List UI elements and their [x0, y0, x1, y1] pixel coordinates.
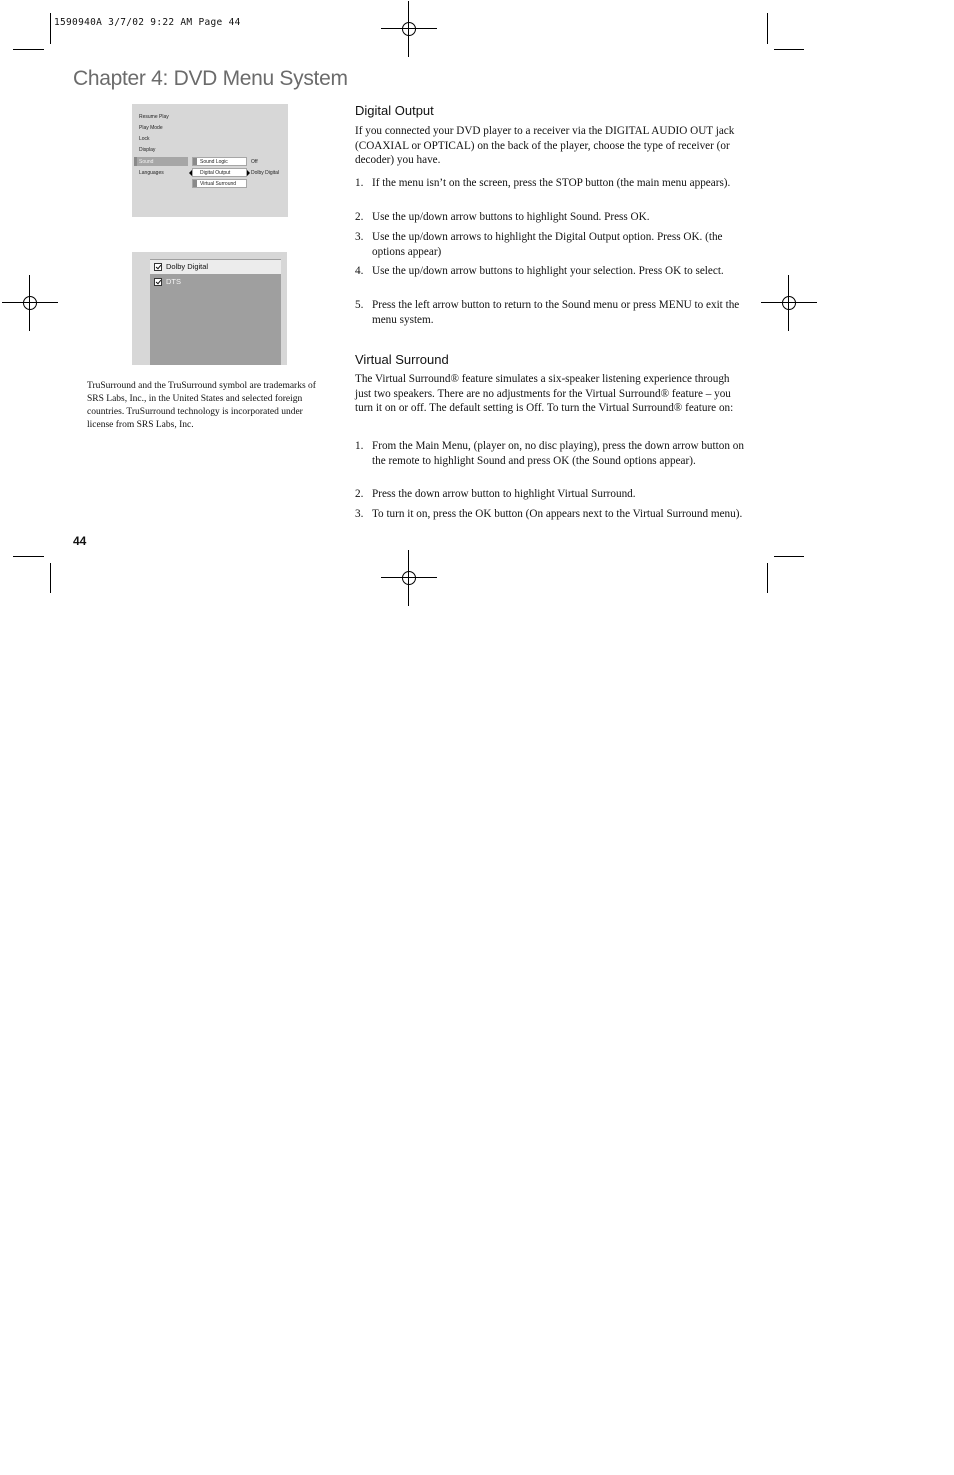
menu-item: Resume Play	[139, 114, 169, 120]
trademark-caption: TruSurround and the TruSurround symbol are trademarks of SRS Labs, Inc., in the United States and selected foreign countries. TruSurround technology is incorporated under license from SRS Labs, Inc.	[87, 381, 316, 430]
option-label: Dolby Digital	[166, 262, 209, 271]
menu-item: Play Mode	[139, 125, 163, 131]
section-intro: The Virtual Surround® feature simulates a six-speaker listening experience through just two speakers. There are no adjustments for the Virtual Surround® feature – you turn it on or off. The default setting is Off. To turn the Virtual Surround® feature on:	[355, 373, 734, 415]
registration-mark	[761, 275, 817, 331]
crop-mark	[50, 563, 51, 593]
options-screenshot	[132, 252, 287, 365]
checkbox-icon	[154, 263, 162, 271]
submenu-value: Off	[251, 159, 258, 165]
section-intro: If you connected your DVD player to a receiver via the DIGITAL AUDIO OUT jack (COAXIAL or OPTICAL) on the back of the player, choose the type of receiver (or decoder) you have.	[355, 125, 735, 167]
checkbox-icon	[154, 278, 162, 286]
option-row	[150, 260, 281, 274]
submenu-value: Dolby Digital	[251, 170, 280, 176]
arrow-right-icon	[247, 170, 250, 176]
registration-mark	[2, 275, 58, 331]
option-row	[150, 275, 281, 289]
section-heading: Virtual Surround	[355, 352, 449, 367]
menu-item: Display	[139, 147, 156, 153]
option-label: DTS	[166, 277, 181, 286]
crop-mark	[767, 563, 768, 593]
submenu-item: Sound Logic	[192, 157, 247, 166]
menu-item: Languages	[139, 170, 164, 176]
submenu-item: Digital Output	[192, 168, 247, 177]
registration-mark	[381, 1, 437, 57]
submenu-item: Virtual Surround	[192, 179, 247, 188]
menu-highlight-bar	[134, 157, 137, 166]
page-number: 44	[73, 534, 87, 548]
crop-mark	[50, 13, 51, 44]
crop-mark	[774, 49, 804, 50]
print-slug: 1590940A 3/7/02 9:22 AM Page 44	[54, 17, 241, 28]
crop-mark	[13, 49, 44, 50]
crop-mark	[13, 556, 44, 557]
registration-mark	[381, 550, 437, 606]
crop-mark	[767, 13, 768, 44]
menu-item: Lock	[139, 136, 150, 142]
menu-item-selected: Sound	[139, 159, 154, 165]
chapter-title: Chapter 4: DVD Menu System	[73, 67, 348, 90]
crop-mark	[774, 556, 804, 557]
menu-screenshot	[132, 104, 288, 217]
section-heading: Digital Output	[355, 103, 434, 118]
